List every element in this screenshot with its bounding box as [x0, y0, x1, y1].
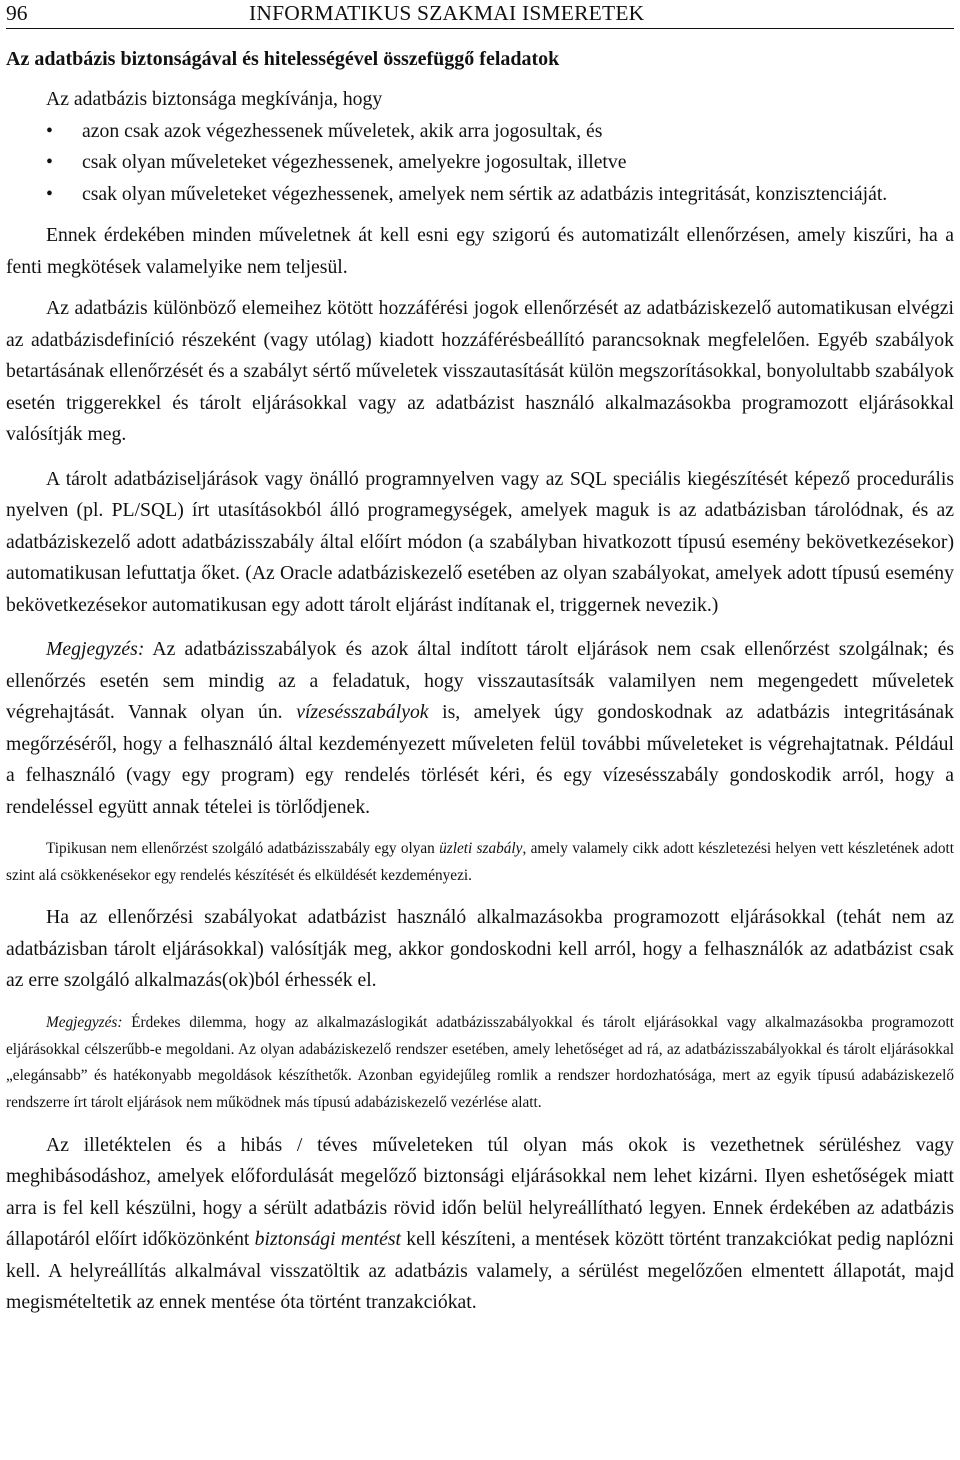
spacer [6, 889, 954, 902]
list-item-text: csak olyan műveleteket végezhessenek, amelyek nem sértik az adatbázis integritását, konzisztenciáját. [82, 182, 888, 205]
list-item-text: csak olyan műveleteket végezhessenek, amelyekre jogosultak, illetve [82, 151, 627, 173]
bullet-list [6, 116, 954, 211]
spacer [6, 997, 954, 1010]
note-label: Megjegyzés: [46, 1013, 123, 1031]
note-term: vízesésszabályok [296, 701, 429, 723]
section-title: Az adatbázis biztonságával és hitelességével összefüggő feladatok [6, 48, 560, 70]
list-item [6, 116, 954, 148]
small-text: Tipikusan nem ellenőrzést szolgáló adatbázisszabály egy olyan [46, 840, 440, 857]
note-text: is, amelyek úgy gondoskodnak az adatbázis integritásának megőrzéséről, hogy a felhasználó által kezdeményezett műveleten felül további műveleteket is végrehajtatnak. Például a felhasználó (vagy egy program) egy rendelés törlését kéri, és egy vízesésszabály gondoskodik arról, hogy a rendeléssel együtt annak tételei is törlődjenek. [6, 701, 954, 818]
note-text: Érdekes dilemma, hogy az alkalmazáslogikát adatbázisszabályokkal és tárolt eljárásokkal vagy alkalmazásokba programozott eljárásokkal célszerűbb-e megoldani. Az olyan adabáziskezelő rendszer esetében, amely lehetőséget ad rá, az adatbázisszabályokkal és tárolt eljárásokkal „elegánsabb” és hatékonyabb megoldások készíthetők. Azonban egyidejűleg romlik a rendszer hordozhatósága, mert az egyik típusú adabáziskezelő rendszerre írt tárolt eljárások nem működnek más típusú adabáziskezelő vezérlése alatt. [6, 1013, 954, 1112]
paragraph-3: A tárolt adatbáziseljárások vagy önálló programnyelven vagy az SQL speciális kiegészítését képező procedurális nyelven (pl. PL/SQL) írt utasításokból álló programegységek, amelyek maguk is az adatbázisban tárolódnak, és az adatbáziskezelő adott adatbázisszabály által előírt módon (a szabályban hivatkozott típusú esemény bekövetkezésekor) automatikusan lefuttatja őket. (Az Oracle adatbáziskezelő esetében az olyan szabályokat, amelyek adott típusú esemény bekövetkezésekor automatikusan egy adott tárolt eljárást indítanak el, triggernek nevezik.) [6, 467, 954, 616]
small-paragraph-1 [6, 836, 954, 889]
page-header [6, 0, 954, 29]
paragraph-term: biztonsági mentést [254, 1228, 402, 1251]
bullet-icon: • [46, 182, 53, 205]
spacer [6, 283, 954, 293]
spacer [6, 1117, 954, 1130]
paragraph-1: Ennek érdekében minden műveletnek át kell esni egy szigorú és automatizált ellenőrzésen, amely kiszűri, ha a fenti megkötések valamelyike nem teljesül. [6, 224, 954, 278]
page-number: 96 [6, 1, 28, 25]
spacer [6, 451, 954, 464]
list-item [6, 147, 954, 179]
list-item [6, 179, 954, 211]
paragraph-5 [6, 1130, 954, 1319]
bullet-icon: • [46, 151, 53, 173]
spacer [6, 210, 954, 220]
note-label: Megjegyzés: [46, 638, 145, 660]
intro-line: Az adatbázis biztonsága megkívánja, hogy [46, 88, 383, 110]
paragraph-text: Az illetéktelen és a hibás / téves műveleteken túl olyan más okok is vezethetnek sérüléshez vagy meghibásodáshoz, amelyek előfordulását megelőző biztonsági eljárásokkal nem lehet kizárni. Ilyen eshetőségek miatt arra is fel kell készülni, hogy a sérült adatbázis rövid időn belül helyreállítható legyen. Ennek érdekében az adatbázis állapotáról előírt időközönként [6, 1133, 954, 1251]
small-text: , amely valamely cikk adott készletezési helyen vett készletének adott szint alá csökkenésekor egy rendelés készítését és elküldését kezdeményezi. [6, 840, 954, 884]
note-text: Az adatbázisszabályok és azok által indított tárolt eljárások nem csak ellenőrzést szolgálnak; és ellenőrzés esetén sem mindig az a feladatuk, hogy visszautasítsák valamilyen nem megengedett műveletek végrehajtását. Vannak olyan ún. [6, 638, 954, 723]
small-term: üzleti szabály [439, 840, 523, 857]
running-title: INFORMATIKUS SZAKMAI ISMERETEK [249, 1, 645, 25]
list-item-text: azon csak azok végezhessenek műveletek, akik arra jogosultak, és [82, 119, 603, 142]
spacer [6, 621, 954, 634]
paragraph-2: Az adatbázis különböző elemeihez kötött hozzáférési jogok ellenőrzését az adatbáziskezelő automatikusan elvégzi az adatbázisdefiníció részeként (vagy utólag) kiadott hozzáférésbeállító parancsoknak megfelelően. Egyéb szabályok betartásának ellenőrzését és a szabályt sértő műveletek visszautasítását külön megszorításokkal, bonyolultabb szabályok esetén triggerekkel és tárolt eljárásokkal vagy az adatbázist használó alkalmazásokba programozott eljárásokkal valósítják meg. [6, 297, 954, 445]
bullet-icon: • [46, 119, 53, 142]
spacer [6, 823, 954, 836]
note-paragraph-1 [6, 634, 954, 823]
paragraph-4: Ha az ellenőrzési szabályokat adatbázist használó alkalmazásokba programozott eljárásokkal (tehát nem az adatbázisban tárolt eljárásokkal) valósítják meg, akkor gondoskodni kell arról, hogy a felhasználók az adatbázist csak az erre szolgáló alkalmazás(ok)ból érhessék el. [6, 906, 954, 992]
note-paragraph-2 [6, 1010, 954, 1117]
paragraph-text: kell készíteni, a mentések között történt tranzakciókat pedig naplózni kell. A helyreállítás alkalmával visszatöltik az adatbázis valamely, a sérülést megelőzően elmentett állapotát, majd megismételtetik az ennek mentése óta történt tranzakciókat. [6, 1228, 955, 1314]
